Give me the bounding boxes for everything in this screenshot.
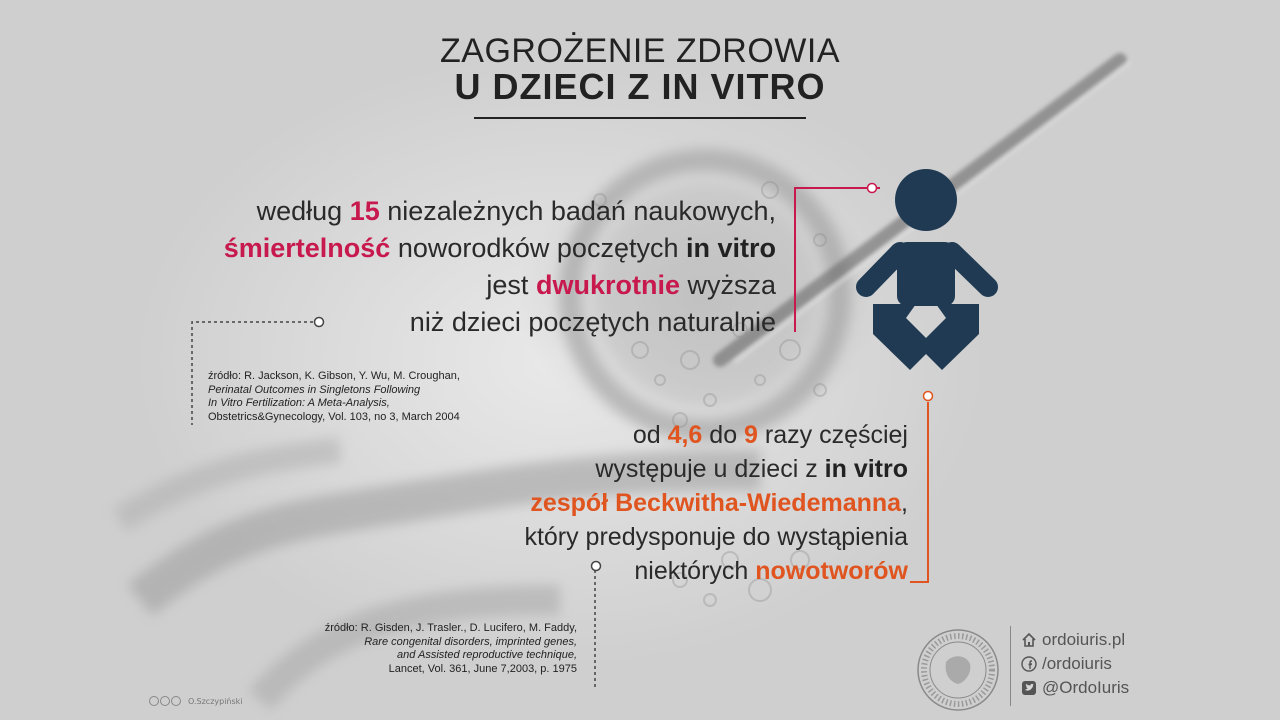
author-credit: O.Szczypiński [188, 697, 243, 706]
stat1-line-1: według 15 niezależnych badań naukowych, [256, 196, 776, 226]
stat1-line-3: jest dwukrotnie wyższa [486, 270, 776, 300]
stat1-line-2: śmiertelność noworodków poczętych in vitro [223, 233, 776, 263]
stat2-line-1: od 4,6 do 9 razy częściej [632, 421, 908, 449]
connector-line-2 [910, 402, 928, 582]
stat1-line-4: niż dzieci poczętych naturalnie [409, 307, 776, 337]
facebook-icon [1020, 655, 1038, 673]
title-line-2: U DZIECI Z IN VITRO [454, 66, 826, 107]
institute-seal [916, 628, 1000, 712]
stat2-line-2: występuje u dzieci z in vitro [595, 455, 908, 483]
baby-icon [866, 169, 988, 370]
website-link[interactable] [1020, 628, 1129, 652]
social-divider [1010, 626, 1011, 706]
stat2-line-4: który predysponuje do wystąpienia [524, 523, 908, 551]
statistic-mortality [224, 193, 776, 341]
stat2-line-5: niektórych nowotworów [634, 557, 908, 585]
social-links [1020, 628, 1129, 700]
twitter-icon [1020, 679, 1038, 697]
title-divider [474, 117, 806, 119]
statistic-beckwith [524, 418, 908, 588]
source-citation-2: źródło: R. Gisden, J. Trasler., D. Lucifero, M. Faddy, Rare congenital disorders, imprinted genes, and Assisted reproductive technique, Lancet, Vol. 361, June 7,2003, p. 1975 [324, 622, 577, 675]
source-citation-1: źródło: R. Jackson, K. Gibson, Y. Wu, M. Croughan, Perinatal Outcomes in Singletons Following In Vitro Fertilization: A Meta-Analysis, Obstetrics&Gynecology, Vol. 103, no 3, March 2004 [208, 370, 460, 423]
home-icon [1020, 631, 1038, 649]
facebook-label: /ordoiuris [1042, 654, 1112, 673]
twitter-link[interactable] [1020, 676, 1129, 700]
twitter-label: @OrdoIuris [1042, 678, 1130, 697]
website-label: ordoiuris.pl [1042, 630, 1126, 649]
title-line-1: ZAGROŻENIE ZDROWIA [440, 32, 840, 70]
facebook-link[interactable] [1020, 652, 1129, 676]
stat2-line-3: zespół Beckwitha-Wiedemanna, [530, 489, 908, 517]
